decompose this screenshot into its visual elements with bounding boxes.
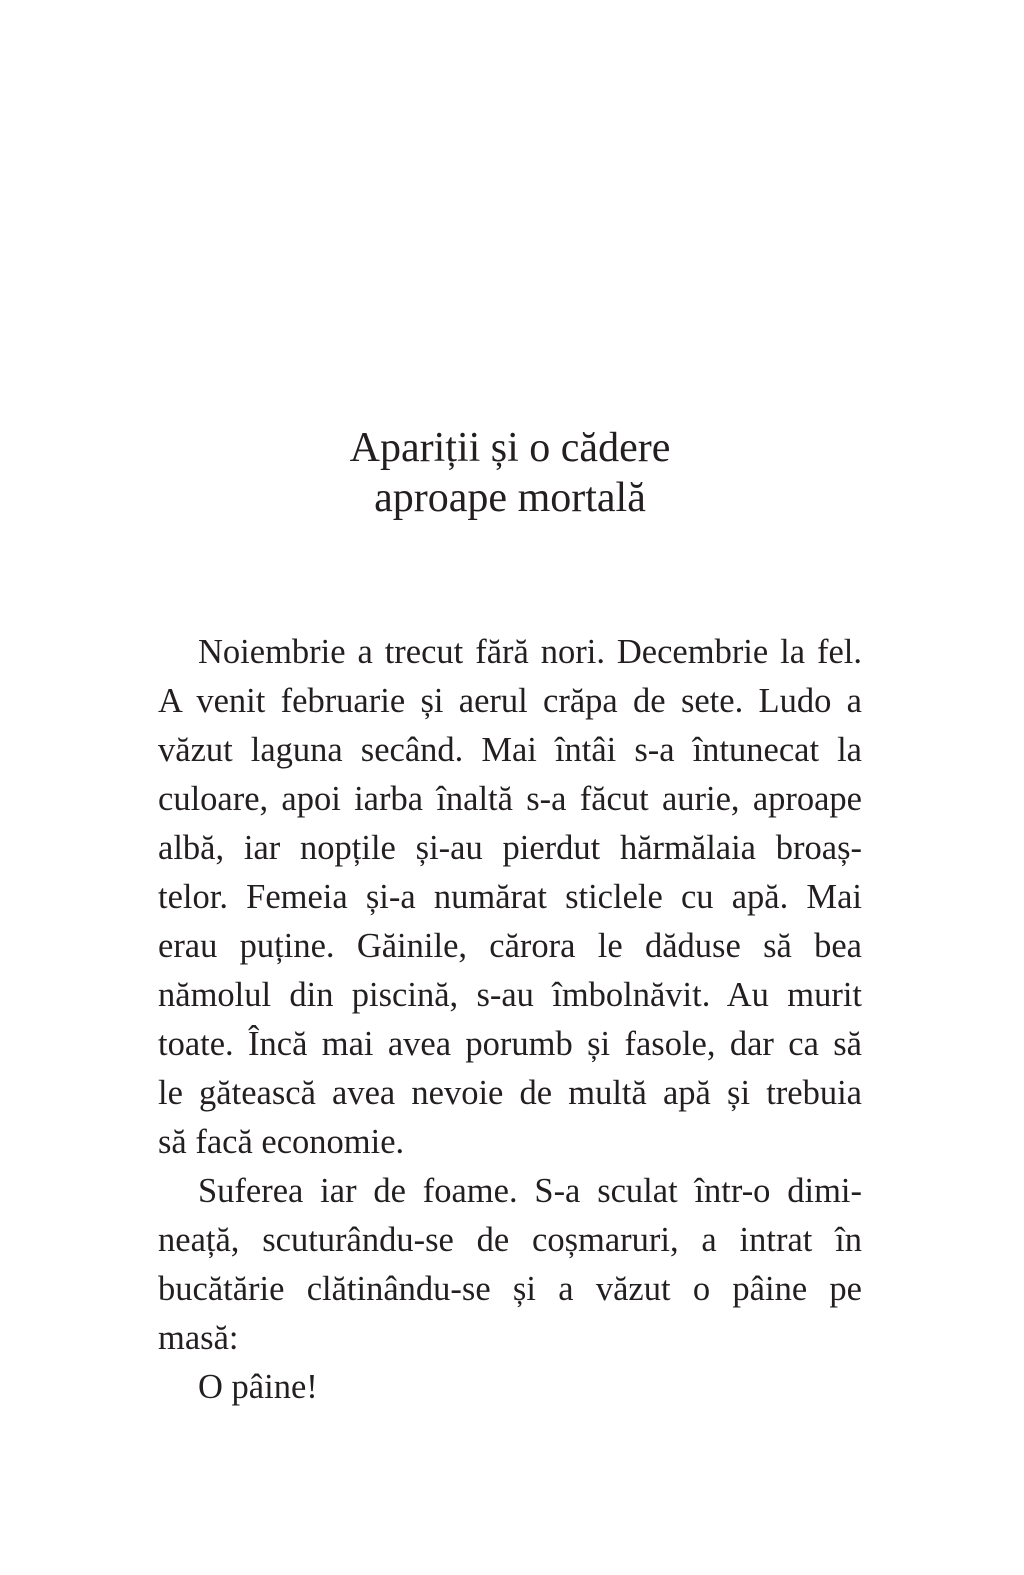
text-line: le gătească avea nevoie de multă apă și trebuia — [158, 1074, 862, 1112]
text-line: albă, iar nopțile și-au pierdut hărmălaia broaș- — [158, 829, 862, 867]
chapter-body — [158, 628, 862, 1412]
paragraph-3 — [158, 1363, 862, 1412]
text-line: erau puține. Găinile, cărora le dăduse să bea — [158, 927, 862, 965]
text-line: bucătărie clătinându-se și a văzut o pâine pe — [158, 1270, 862, 1308]
text-line: A venit februarie și aerul crăpa de sete. Ludo a — [158, 682, 862, 720]
text-line: O pâine! — [198, 1368, 318, 1406]
text-line: văzut laguna secând. Mai întâi s-a întunecat la — [158, 731, 862, 769]
chapter-title-line-2: aproape mortală — [374, 475, 646, 521]
text-line: neață, scuturându-se de coșmaruri, a intrat în — [158, 1221, 862, 1259]
text-line: să facă economie. — [158, 1123, 405, 1161]
text-line: Noiembrie a trecut fără nori. Decembrie la fel. — [198, 633, 862, 671]
paragraph-2 — [158, 1167, 862, 1363]
text-line: culoare, apoi iarba înaltă s-a făcut aurie, aproape — [158, 780, 862, 818]
text-line: nămolul din piscină, s-au îmbolnăvit. Au murit — [158, 976, 862, 1014]
text-line: toate. Încă mai avea porumb și fasole, dar ca să — [158, 1025, 862, 1063]
chapter-title-line-1: Apariții și o cădere — [349, 425, 671, 471]
text-line: telor. Femeia și-a numărat sticlele cu apă. Mai — [158, 878, 862, 916]
chapter-title — [158, 423, 862, 523]
paragraph-1 — [158, 628, 862, 1167]
text-line: Suferea iar de foame. S-a sculat într-o dimi- — [198, 1172, 862, 1210]
text-line: masă: — [158, 1319, 239, 1357]
